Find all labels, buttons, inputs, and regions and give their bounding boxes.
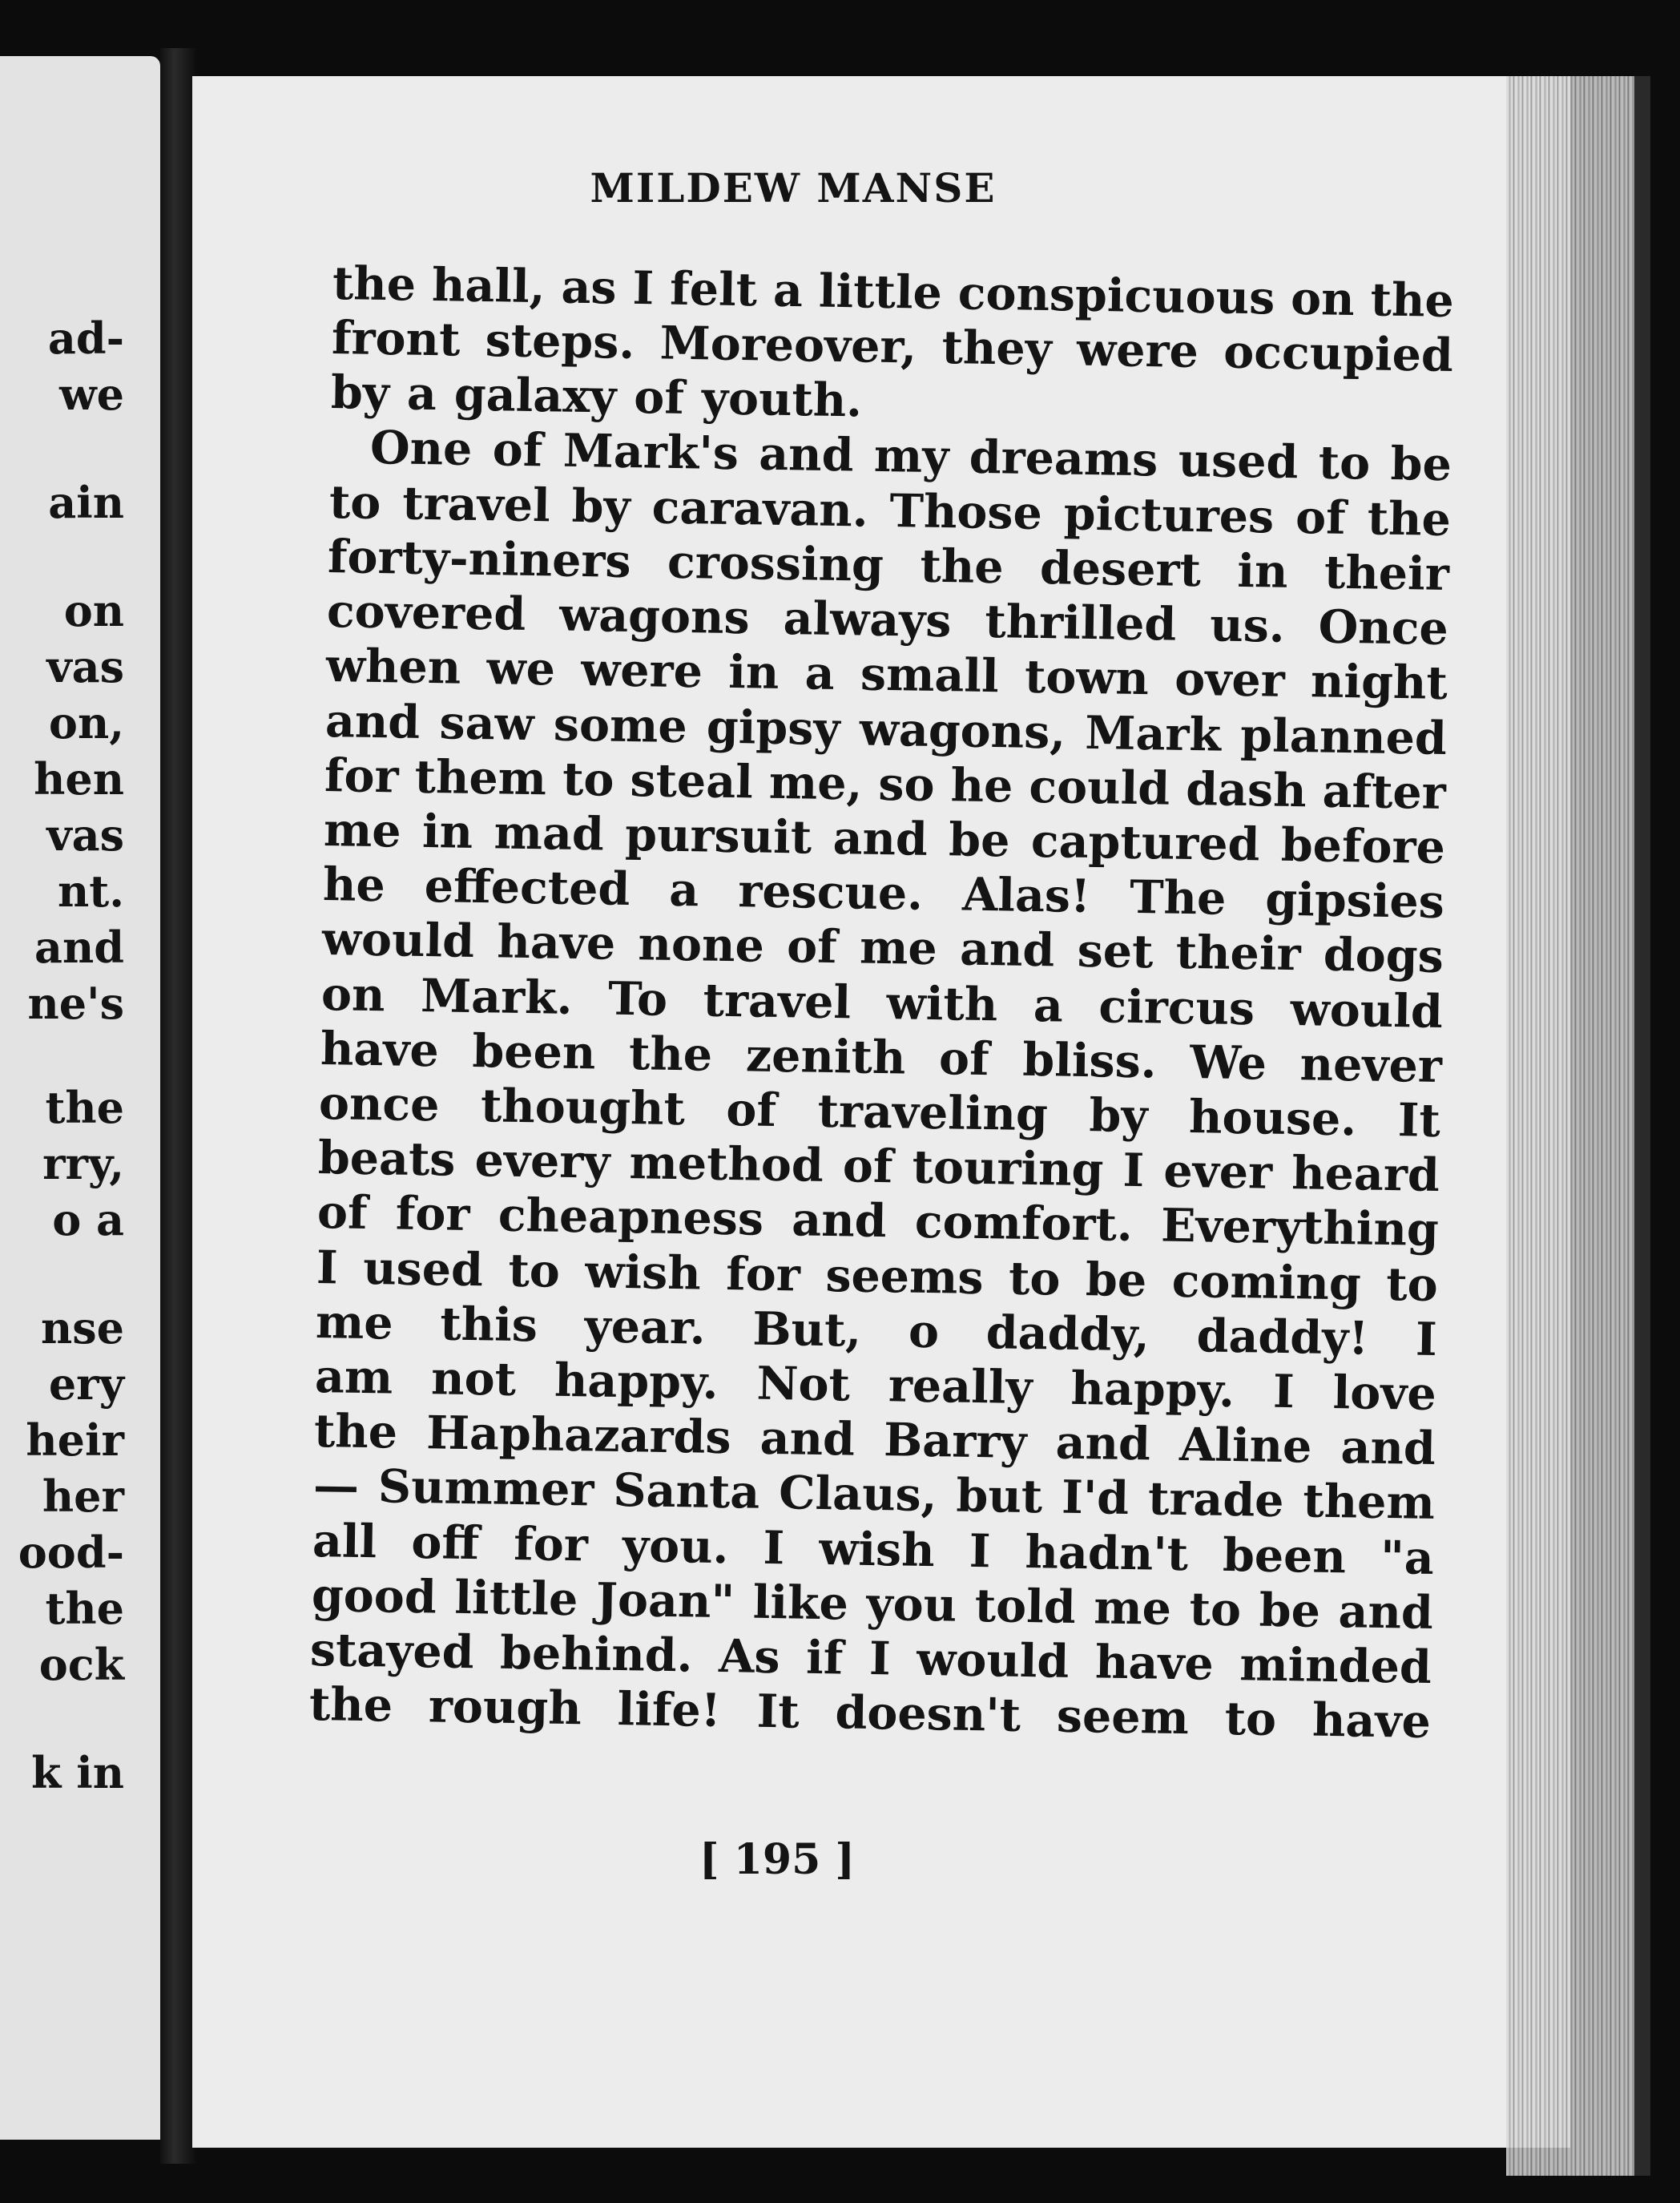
- book-gutter: [160, 48, 196, 2164]
- page-number: [ 195 ]: [699, 1835, 855, 1884]
- text-word: Mark: [1084, 705, 1222, 762]
- text-word: you.: [622, 1518, 729, 1574]
- running-head: MILDEW MANSE: [590, 164, 997, 212]
- text-word: have: [1311, 1693, 1432, 1749]
- text-word: Mark's: [562, 423, 739, 480]
- text-word: with: [886, 975, 998, 1031]
- text-word: on: [320, 966, 385, 1022]
- text-word: bliss.: [1021, 1032, 1158, 1089]
- text-word: and: [758, 426, 855, 482]
- text-word: could: [1028, 759, 1170, 816]
- text-word: the: [332, 256, 417, 312]
- text-word: good: [311, 1568, 437, 1624]
- text-word: the: [308, 1677, 393, 1733]
- text-word: travel: [401, 476, 551, 533]
- text-word: —: [312, 1459, 360, 1514]
- text-word: but: [955, 1469, 1043, 1524]
- text-word: this: [439, 1297, 538, 1353]
- text-word: my: [873, 428, 949, 483]
- text-word: planned: [1239, 708, 1448, 765]
- text-word: me,: [768, 755, 863, 811]
- text-word: heard: [1291, 1146, 1440, 1203]
- text-word: cheapness: [498, 1188, 764, 1247]
- text-word: of: [938, 1031, 990, 1086]
- text-word: zenith: [745, 1028, 906, 1085]
- text-word: the: [919, 539, 1005, 595]
- text-word: of: [633, 370, 685, 426]
- text-word: their: [1323, 545, 1450, 601]
- text-word: some: [553, 697, 688, 753]
- text-word: used: [1178, 433, 1299, 489]
- text-word: once: [318, 1076, 440, 1132]
- text-word: Everything: [1160, 1198, 1440, 1257]
- text-word: we: [486, 641, 556, 696]
- text-word: It: [756, 1684, 800, 1739]
- text-word: The: [1129, 870, 1227, 926]
- text-word: gipsy: [706, 700, 841, 756]
- text-word: steal: [630, 752, 754, 809]
- text-word: daddy,: [985, 1305, 1150, 1362]
- text-word: youth.: [701, 371, 863, 428]
- text-word: as: [561, 260, 618, 315]
- text-word: steps.: [485, 313, 635, 370]
- text-word: to: [1318, 435, 1371, 490]
- text-word: effected: [424, 859, 631, 917]
- text-word: stayed: [309, 1623, 475, 1680]
- text-word: method: [629, 1136, 824, 1193]
- left-page-line: nse: [40, 1302, 124, 1354]
- text-word: little: [818, 264, 943, 320]
- text-word: hadn't: [1025, 1524, 1189, 1581]
- text-word: and: [1340, 1420, 1436, 1476]
- text-word: front: [331, 311, 461, 367]
- text-word: traveling: [817, 1083, 1049, 1142]
- text-word: in: [727, 645, 780, 700]
- text-word: really: [888, 1358, 1033, 1415]
- text-word: It: [1397, 1093, 1441, 1148]
- text-word: year.: [584, 1299, 707, 1355]
- text-word: Santa: [612, 1463, 760, 1520]
- text-word: Once: [1318, 599, 1449, 656]
- text-word: minded: [1239, 1637, 1432, 1694]
- text-word: were: [580, 643, 703, 699]
- text-word: not: [430, 1351, 517, 1406]
- left-page-line: ad-: [47, 313, 124, 364]
- text-word: used: [362, 1241, 484, 1297]
- text-word: the: [1367, 491, 1452, 547]
- text-word: every: [474, 1133, 610, 1189]
- text-word: have: [320, 1021, 440, 1078]
- text-word: never: [1299, 1037, 1443, 1093]
- page-edge-shadow: [1634, 76, 1650, 2176]
- text-word: hall,: [431, 257, 546, 314]
- text-word: by: [1088, 1088, 1149, 1144]
- text-word: Summer: [377, 1459, 594, 1517]
- left-page-line: rry,: [42, 1138, 124, 1189]
- text-word: As: [718, 1629, 781, 1685]
- text-word: Not: [755, 1356, 851, 1412]
- text-word: wagons,: [859, 702, 1066, 760]
- text-word: set: [1077, 924, 1154, 979]
- text-word: desert: [1039, 540, 1202, 598]
- left-page-line: k in: [31, 1747, 124, 1798]
- text-word: dreams: [969, 430, 1158, 487]
- text-word: saw: [439, 695, 535, 751]
- text-word: to: [1008, 1251, 1061, 1306]
- text-word: happy.: [1070, 1361, 1235, 1418]
- text-word: life!: [617, 1682, 722, 1738]
- text-word: thrilled: [984, 595, 1177, 652]
- text-word: by: [571, 478, 631, 534]
- text-word: their: [1175, 926, 1302, 982]
- text-word: conspicuous: [957, 266, 1275, 325]
- text-word: gipsies: [1264, 872, 1445, 930]
- text-word: town: [1024, 650, 1150, 706]
- text-word: have: [1094, 1635, 1215, 1691]
- left-page-line: heir: [26, 1414, 124, 1466]
- text-word: Those: [889, 483, 1043, 540]
- text-word: Joan": [595, 1572, 735, 1629]
- text-word: be: [1390, 436, 1452, 491]
- left-page-line: the: [45, 1082, 124, 1133]
- text-word: always: [783, 591, 952, 648]
- text-word: off: [410, 1515, 480, 1570]
- text-word: a: [804, 646, 836, 701]
- left-page-line: vas: [46, 641, 124, 692]
- text-word: them: [414, 749, 547, 806]
- left-page-line: her: [42, 1471, 124, 1522]
- text-word: To: [607, 971, 668, 1027]
- text-word: been: [1222, 1527, 1347, 1584]
- text-word: if: [805, 1630, 844, 1685]
- text-word: to: [328, 474, 381, 530]
- right-page: [192, 76, 1570, 2148]
- text-word: love: [1332, 1365, 1437, 1421]
- text-word: Haphazards: [425, 1406, 732, 1465]
- left-page-line: on: [63, 585, 124, 636]
- text-word: touring: [912, 1140, 1104, 1197]
- text-word: for: [513, 1516, 589, 1572]
- left-page-line: ock: [38, 1639, 124, 1690]
- text-word: over: [1174, 652, 1286, 708]
- text-word: and: [832, 810, 929, 866]
- text-word: to: [1385, 1257, 1439, 1312]
- text-word: be: [1259, 1583, 1321, 1638]
- text-word: to: [562, 752, 614, 807]
- text-word: occupied: [1223, 325, 1454, 383]
- text-word: to: [1224, 1692, 1277, 1747]
- text-word: night: [1310, 654, 1448, 711]
- text-word: I: [316, 1240, 339, 1295]
- text-word: I'd: [1061, 1471, 1130, 1526]
- text-word: We: [1189, 1035, 1267, 1091]
- text-word: I: [1122, 1143, 1145, 1198]
- text-word: a: [406, 366, 437, 422]
- text-word: he: [322, 857, 386, 913]
- left-page-line: vas: [46, 809, 124, 861]
- text-line: [322, 857, 1445, 930]
- text-word: seem: [1056, 1689, 1190, 1745]
- text-word: me: [315, 1294, 394, 1350]
- text-word: Mark.: [420, 968, 574, 1025]
- text-word: Aline: [1178, 1418, 1312, 1474]
- text-word: me: [1093, 1580, 1172, 1636]
- text-word: and: [959, 922, 1055, 978]
- text-word: on: [1290, 271, 1356, 327]
- text-word: and: [1055, 1415, 1151, 1471]
- text-word: would: [1290, 982, 1444, 1039]
- text-word: thought: [480, 1079, 686, 1136]
- text-word: behind.: [499, 1625, 694, 1683]
- text-word: a: [668, 862, 699, 918]
- text-word: small: [860, 647, 1000, 704]
- text-word: before: [1280, 817, 1446, 874]
- text-word: of: [786, 919, 838, 974]
- text-word: wagons: [558, 587, 751, 645]
- text-word: of: [316, 1185, 369, 1241]
- text-word: caravan.: [651, 480, 869, 538]
- text-word: galaxy: [453, 367, 617, 424]
- left-page-line: ne's: [27, 978, 124, 1029]
- text-word: us.: [1209, 598, 1286, 653]
- text-word: been: [471, 1023, 596, 1080]
- text-word: One: [369, 420, 473, 476]
- text-word: Moreover,: [659, 316, 917, 374]
- text-word: so: [877, 757, 936, 812]
- text-word: I: [1415, 1312, 1438, 1366]
- text-word: rescue.: [737, 864, 924, 921]
- text-word: covered: [326, 584, 526, 642]
- text-word: seems: [824, 1248, 985, 1305]
- text-word: coming: [1171, 1253, 1362, 1311]
- text-word: of: [1295, 490, 1347, 545]
- text-word: all: [312, 1513, 377, 1568]
- left-page-line: o a: [52, 1194, 124, 1245]
- text-word: be: [948, 813, 1010, 868]
- text-word: to: [1189, 1582, 1242, 1637]
- text-word: for: [395, 1186, 471, 1242]
- text-word: and: [324, 693, 421, 749]
- text-word: wish: [818, 1521, 936, 1577]
- text-word: o: [908, 1304, 940, 1359]
- text-word: have: [496, 914, 616, 971]
- text-word: "a: [1380, 1530, 1435, 1585]
- page-edges: [1506, 76, 1642, 2176]
- left-page-line: we: [59, 369, 124, 420]
- text-word: in: [1236, 543, 1289, 599]
- text-word: be: [1085, 1252, 1147, 1307]
- text-word: I: [868, 1631, 892, 1686]
- text-word: daddy!: [1196, 1309, 1369, 1366]
- left-page-line: ood-: [18, 1527, 124, 1578]
- text-word: in: [421, 804, 473, 859]
- text-word: wish: [584, 1244, 702, 1301]
- text-word: after: [1322, 764, 1447, 820]
- text-word: pictures: [1063, 486, 1275, 544]
- text-word: felt: [669, 261, 758, 317]
- text-word: to: [507, 1243, 561, 1298]
- left-page-line: the: [45, 1583, 124, 1634]
- text-word: I: [632, 260, 655, 316]
- text-word: me: [323, 803, 402, 858]
- text-word: would: [321, 912, 475, 969]
- text-word: But,: [751, 1301, 862, 1358]
- text-word: for: [725, 1246, 801, 1302]
- text-word: the: [313, 1404, 398, 1459]
- text-word: comfort.: [914, 1195, 1134, 1253]
- left-page-line: nt.: [57, 865, 124, 917]
- text-word: pursuit: [624, 807, 812, 865]
- text-word: and: [791, 1192, 888, 1249]
- text-word: Claus,: [778, 1466, 938, 1523]
- text-word: rough: [428, 1679, 582, 1736]
- text-word: would: [916, 1632, 1070, 1689]
- text-word: he: [950, 758, 1013, 813]
- left-page-line: ain: [48, 477, 124, 528]
- text-word: house.: [1188, 1090, 1357, 1147]
- text-word: of: [492, 422, 543, 477]
- left-page-line: and: [34, 922, 124, 973]
- text-word: doesn't: [835, 1685, 1021, 1743]
- text-word: were: [1076, 322, 1199, 379]
- text-word: beats: [317, 1131, 456, 1187]
- text-word: ever: [1162, 1144, 1273, 1200]
- text-word: I: [969, 1523, 991, 1578]
- text-word: forty-niners: [327, 530, 632, 588]
- text-word: me: [859, 920, 938, 976]
- text-word: circus: [1098, 978, 1255, 1035]
- text-word: told: [974, 1578, 1077, 1634]
- text-word: you: [866, 1576, 957, 1632]
- text-word: am: [314, 1350, 393, 1405]
- left-page-line: hen: [34, 753, 124, 805]
- text-word: them: [1302, 1474, 1436, 1531]
- text-word: and: [1338, 1584, 1434, 1640]
- text-word: the: [1370, 272, 1455, 328]
- text-word: a: [1033, 978, 1064, 1033]
- left-page: [0, 56, 160, 2140]
- text-word: of: [842, 1139, 894, 1194]
- text-word: of: [725, 1082, 777, 1137]
- text-word: for: [324, 748, 400, 804]
- text-word: and: [759, 1410, 856, 1467]
- text-word: dash: [1185, 761, 1307, 818]
- text-word: like: [752, 1575, 849, 1631]
- text-word: by: [330, 365, 390, 421]
- text-word: I: [763, 1520, 785, 1575]
- left-page-line: on,: [48, 697, 124, 748]
- text-word: I: [1272, 1364, 1295, 1419]
- text-word: captured: [1030, 813, 1260, 872]
- text-word: happy.: [554, 1353, 719, 1410]
- body-text: [192, 76, 1570, 2148]
- text-word: the: [628, 1026, 713, 1082]
- text-word: when: [325, 639, 461, 696]
- text-word: travel: [703, 973, 852, 1029]
- text-word: trade: [1147, 1471, 1285, 1528]
- text-word: crossing: [667, 535, 884, 592]
- text-word: Barry: [883, 1413, 1027, 1470]
- text-word: Alas!: [961, 867, 1091, 924]
- text-word: they: [941, 321, 1053, 377]
- text-word: a: [772, 263, 804, 318]
- text-word: little: [453, 1570, 578, 1627]
- left-page-line: ery: [48, 1358, 124, 1410]
- text-word: dogs: [1323, 928, 1444, 984]
- text-word: mad: [494, 805, 605, 861]
- text-word: none: [638, 917, 765, 974]
